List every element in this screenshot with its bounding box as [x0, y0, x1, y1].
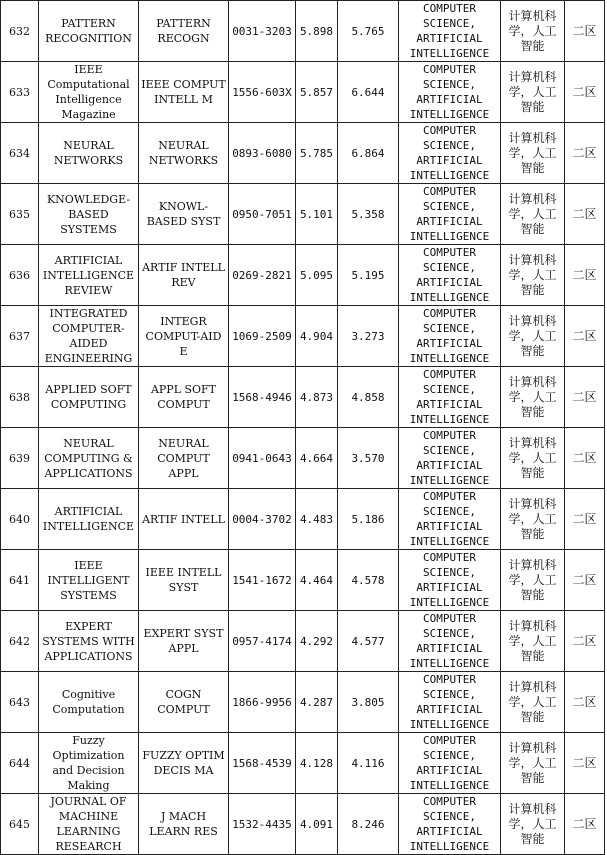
zone-label: 二区: [572, 572, 597, 587]
row-index-cell: [1, 489, 39, 550]
issn-cell: [229, 672, 296, 733]
row-index: 632: [9, 24, 30, 38]
table-row: [1, 1, 605, 62]
table-row: [1, 245, 605, 306]
journal-abbr-cell: [139, 794, 229, 855]
issn-cell: [229, 733, 296, 794]
issn: 0004-3702: [232, 512, 292, 526]
chinese-category-cell: [501, 489, 565, 550]
impact-factor-cell: [296, 367, 338, 428]
row-index: 636: [9, 268, 30, 282]
row-index: 643: [9, 695, 30, 709]
zone-label: 二区: [572, 816, 597, 831]
impact-factor-cell: [296, 123, 338, 184]
journal-title: ARTIFICIAL INTELLIGENCE REVIEW: [42, 253, 135, 297]
zone-cell: [565, 1, 605, 62]
impact-factor: 4.664: [299, 451, 334, 465]
impact-factor-cell: [296, 611, 338, 672]
row-index-cell: [1, 733, 39, 794]
journal-title-cell: [39, 123, 139, 184]
five-year-impact-factor: 4.858: [351, 390, 385, 404]
zone-label: 二区: [572, 84, 597, 99]
five-year-impact-factor: 4.116: [351, 756, 385, 770]
category: COMPUTER SCIENCE, ARTIFICIAL INTELLIGENCE: [409, 490, 490, 548]
journal-abbr-cell: [139, 184, 229, 245]
impact-factor: 5.898: [299, 24, 334, 38]
zone-cell: [565, 550, 605, 611]
zone-label: 二区: [572, 450, 597, 465]
journal-abbreviation: J MACH LEARN RES: [149, 810, 218, 838]
issn: 1556-603X: [232, 85, 292, 99]
issn-cell: [229, 611, 296, 672]
journal-title: Cognitive Computation: [52, 688, 125, 716]
row-index: 642: [9, 634, 30, 648]
category: COMPUTER SCIENCE, ARTIFICIAL INTELLIGENCE: [409, 124, 490, 182]
chinese-category: 计算机科学，人工智能: [508, 679, 557, 724]
zone-label: 二区: [572, 694, 597, 709]
five-year-impact-factor-cell: [338, 367, 399, 428]
journal-title-cell: [39, 611, 139, 672]
issn: 0950-7051: [232, 207, 292, 221]
zone-label: 二区: [572, 23, 597, 38]
row-index: 634: [9, 146, 30, 160]
zone-cell: [565, 611, 605, 672]
five-year-impact-factor: 5.358: [351, 207, 385, 221]
row-index: 635: [9, 207, 30, 221]
zone-label: 二区: [572, 145, 597, 160]
journal-abbreviation: KNOWL-BASED SYST: [146, 200, 221, 228]
table-row: [1, 611, 605, 672]
five-year-impact-factor: 6.864: [351, 146, 385, 160]
journal-title: IEEE INTELLIGENT SYSTEMS: [47, 558, 130, 602]
table-row: [1, 489, 605, 550]
impact-factor-cell: [296, 672, 338, 733]
row-index-cell: [1, 428, 39, 489]
category: COMPUTER SCIENCE, ARTIFICIAL INTELLIGENCE: [409, 673, 490, 731]
zone-cell: [565, 367, 605, 428]
row-index: 641: [9, 573, 30, 587]
journal-abbr-cell: [139, 62, 229, 123]
journal-title: JOURNAL OF MACHINE LEARNING RESEARCH: [50, 795, 127, 853]
impact-factor-cell: [296, 489, 338, 550]
category: COMPUTER SCIENCE, ARTIFICIAL INTELLIGENCE: [409, 63, 490, 121]
journal-title: NEURAL COMPUTING & APPLICATIONS: [44, 436, 133, 480]
chinese-category: 计算机科学，人工智能: [508, 557, 557, 602]
zone-label: 二区: [572, 511, 597, 526]
journal-abbr-cell: [139, 489, 229, 550]
zone-label: 二区: [572, 755, 597, 770]
category-cell: [399, 123, 501, 184]
journal-abbr-cell: [139, 550, 229, 611]
five-year-impact-factor: 3.805: [351, 695, 385, 709]
table-row: [1, 184, 605, 245]
issn-cell: [229, 1, 296, 62]
category: COMPUTER SCIENCE, ARTIFICIAL INTELLIGENCE: [409, 307, 490, 365]
table-row: [1, 794, 605, 855]
journal-abbreviation: IEEE INTELL SYST: [145, 566, 222, 594]
zone-cell: [565, 306, 605, 367]
five-year-impact-factor: 5.186: [351, 512, 385, 526]
five-year-impact-factor-cell: [338, 672, 399, 733]
issn: 0893-6080: [232, 146, 292, 160]
journal-abbr-cell: [139, 611, 229, 672]
five-year-impact-factor-cell: [338, 123, 399, 184]
impact-factor: 4.464: [299, 573, 334, 587]
five-year-impact-factor-cell: [338, 184, 399, 245]
chinese-category-cell: [501, 184, 565, 245]
journal-title-cell: [39, 1, 139, 62]
journal-title-cell: [39, 794, 139, 855]
journal-title-cell: [39, 245, 139, 306]
journal-abbreviation: ARTIF INTELL: [142, 512, 225, 526]
five-year-impact-factor-cell: [338, 428, 399, 489]
row-index: 638: [9, 390, 30, 404]
chinese-category: 计算机科学，人工智能: [508, 801, 557, 846]
five-year-impact-factor-cell: [338, 1, 399, 62]
chinese-category-cell: [501, 62, 565, 123]
category-cell: [399, 367, 501, 428]
table-body: [1, 1, 605, 855]
category-cell: [399, 794, 501, 855]
journal-abbr-cell: [139, 672, 229, 733]
issn-cell: [229, 245, 296, 306]
five-year-impact-factor: 5.195: [351, 268, 385, 282]
category: COMPUTER SCIENCE, ARTIFICIAL INTELLIGENCE: [409, 246, 490, 304]
chinese-category: 计算机科学，人工智能: [508, 130, 557, 175]
impact-factor: 5.101: [299, 207, 334, 221]
category: COMPUTER SCIENCE, ARTIFICIAL INTELLIGENCE: [409, 734, 490, 792]
chinese-category-cell: [501, 1, 565, 62]
five-year-impact-factor: 4.577: [351, 634, 385, 648]
issn-cell: [229, 184, 296, 245]
category: COMPUTER SCIENCE, ARTIFICIAL INTELLIGENCE: [409, 2, 490, 60]
row-index: 640: [9, 512, 30, 526]
journal-title: KNOWLEDGE-BASED SYSTEMS: [46, 192, 131, 236]
issn: 1532-4435: [232, 817, 292, 831]
journal-title-cell: [39, 733, 139, 794]
row-index: 633: [9, 85, 30, 99]
impact-factor-cell: [296, 794, 338, 855]
issn: 1568-4539: [232, 756, 292, 770]
five-year-impact-factor-cell: [338, 489, 399, 550]
chinese-category-cell: [501, 733, 565, 794]
impact-factor-cell: [296, 245, 338, 306]
category-cell: [399, 489, 501, 550]
category-cell: [399, 245, 501, 306]
chinese-category: 计算机科学，人工智能: [508, 374, 557, 419]
impact-factor-cell: [296, 1, 338, 62]
impact-factor-cell: [296, 733, 338, 794]
impact-factor: 5.857: [299, 85, 334, 99]
zone-cell: [565, 489, 605, 550]
issn: 0941-0643: [232, 451, 292, 465]
five-year-impact-factor: 6.644: [351, 85, 385, 99]
journal-abbreviation: APPL SOFT COMPUT: [150, 383, 217, 411]
issn-cell: [229, 306, 296, 367]
chinese-category: 计算机科学，人工智能: [508, 435, 557, 480]
table-row: [1, 550, 605, 611]
zone-label: 二区: [572, 206, 597, 221]
five-year-impact-factor: 5.765: [351, 24, 385, 38]
journal-title: INTEGRATED COMPUTER-AIDED ENGINEERING: [44, 307, 133, 365]
journal-abbreviation: PATTERN RECOGN: [156, 17, 211, 45]
five-year-impact-factor-cell: [338, 733, 399, 794]
journal-abbr-cell: [139, 123, 229, 184]
row-index-cell: [1, 367, 39, 428]
zone-label: 二区: [572, 389, 597, 404]
row-index-cell: [1, 245, 39, 306]
five-year-impact-factor: 3.273: [351, 329, 385, 343]
journal-title: ARTIFICIAL INTELLIGENCE: [42, 505, 135, 533]
issn-cell: [229, 367, 296, 428]
table-row: [1, 367, 605, 428]
issn: 1069-2509: [232, 329, 292, 343]
category-cell: [399, 184, 501, 245]
zone-cell: [565, 794, 605, 855]
chinese-category-cell: [501, 123, 565, 184]
category-cell: [399, 611, 501, 672]
chinese-category: 计算机科学，人工智能: [508, 313, 557, 358]
journal-title: PATTERN RECOGNITION: [45, 17, 132, 45]
category: COMPUTER SCIENCE, ARTIFICIAL INTELLIGENCE: [409, 612, 490, 670]
category: COMPUTER SCIENCE, ARTIFICIAL INTELLIGENCE: [409, 795, 490, 853]
chinese-category-cell: [501, 245, 565, 306]
category: COMPUTER SCIENCE, ARTIFICIAL INTELLIGENCE: [409, 429, 490, 487]
impact-factor: 4.287: [299, 695, 334, 709]
row-index-cell: [1, 672, 39, 733]
category: COMPUTER SCIENCE, ARTIFICIAL INTELLIGENCE: [409, 368, 490, 426]
chinese-category: 计算机科学，人工智能: [508, 191, 557, 236]
impact-factor-cell: [296, 550, 338, 611]
chinese-category-cell: [501, 306, 565, 367]
category-cell: [399, 733, 501, 794]
impact-factor: 5.785: [299, 146, 334, 160]
impact-factor-cell: [296, 306, 338, 367]
table-row: [1, 428, 605, 489]
issn: 1568-4946: [232, 390, 292, 404]
zone-cell: [565, 672, 605, 733]
issn-cell: [229, 62, 296, 123]
row-index-cell: [1, 62, 39, 123]
impact-factor: 4.292: [299, 634, 334, 648]
zone-cell: [565, 123, 605, 184]
five-year-impact-factor-cell: [338, 794, 399, 855]
impact-factor: 5.095: [299, 268, 334, 282]
table-row: [1, 672, 605, 733]
issn: 0269-2821: [232, 268, 292, 282]
five-year-impact-factor-cell: [338, 306, 399, 367]
issn: 1866-9956: [232, 695, 292, 709]
zone-cell: [565, 62, 605, 123]
chinese-category: 计算机科学，人工智能: [508, 8, 557, 53]
journal-abbr-cell: [139, 367, 229, 428]
issn: 0957-4174: [232, 634, 292, 648]
zone-cell: [565, 733, 605, 794]
row-index-cell: [1, 794, 39, 855]
chinese-category-cell: [501, 550, 565, 611]
zone-label: 二区: [572, 633, 597, 648]
row-index-cell: [1, 550, 39, 611]
zone-cell: [565, 245, 605, 306]
row-index-cell: [1, 123, 39, 184]
journal-title-cell: [39, 489, 139, 550]
row-index-cell: [1, 611, 39, 672]
row-index: 637: [9, 329, 30, 343]
journal-abbreviation: FUZZY OPTIM DECIS MA: [142, 749, 225, 777]
chinese-category: 计算机科学，人工智能: [508, 496, 557, 541]
impact-factor: 4.483: [299, 512, 334, 526]
chinese-category-cell: [501, 672, 565, 733]
five-year-impact-factor: 3.570: [351, 451, 385, 465]
journal-abbreviation: COGN COMPUT: [157, 688, 210, 716]
journal-title-cell: [39, 550, 139, 611]
category-cell: [399, 550, 501, 611]
row-index-cell: [1, 184, 39, 245]
five-year-impact-factor-cell: [338, 62, 399, 123]
five-year-impact-factor-cell: [338, 611, 399, 672]
issn: 1541-1672: [232, 573, 292, 587]
zone-cell: [565, 184, 605, 245]
chinese-category: 计算机科学，人工智能: [508, 69, 557, 114]
journal-title-cell: [39, 672, 139, 733]
chinese-category-cell: [501, 611, 565, 672]
category: COMPUTER SCIENCE, ARTIFICIAL INTELLIGENCE: [409, 551, 490, 609]
journal-abbr-cell: [139, 1, 229, 62]
category: COMPUTER SCIENCE, ARTIFICIAL INTELLIGENCE: [409, 185, 490, 243]
five-year-impact-factor-cell: [338, 550, 399, 611]
table-row: [1, 123, 605, 184]
impact-factor: 4.091: [299, 817, 334, 831]
issn-cell: [229, 794, 296, 855]
impact-factor-cell: [296, 184, 338, 245]
journal-title-cell: [39, 184, 139, 245]
impact-factor: 4.904: [299, 329, 334, 343]
journal-abbreviation: EXPERT SYST APPL: [143, 627, 224, 655]
issn: 0031-3203: [232, 24, 292, 38]
row-index-cell: [1, 306, 39, 367]
category-cell: [399, 62, 501, 123]
chinese-category: 计算机科学，人工智能: [508, 618, 557, 663]
row-index: 639: [9, 451, 30, 465]
journal-title: APPLIED SOFT COMPUTING: [45, 383, 132, 411]
row-index: 644: [9, 756, 30, 770]
chinese-category-cell: [501, 367, 565, 428]
impact-factor: 4.873: [299, 390, 334, 404]
journal-abbreviation: IEEE COMPUT INTELL M: [141, 78, 226, 106]
journal-abbreviation: NEURAL NETWORKS: [148, 139, 219, 167]
journal-title: IEEE Computational Intelligence Magazine: [47, 63, 130, 121]
journal-title-cell: [39, 428, 139, 489]
issn-cell: [229, 123, 296, 184]
zone-label: 二区: [572, 328, 597, 343]
zone-cell: [565, 428, 605, 489]
journal-title-cell: [39, 367, 139, 428]
journal-title: EXPERT SYSTEMS WITH APPLICATIONS: [42, 619, 135, 663]
chinese-category-cell: [501, 428, 565, 489]
journal-title-cell: [39, 62, 139, 123]
issn-cell: [229, 489, 296, 550]
five-year-impact-factor: 8.246: [351, 817, 385, 831]
journal-abbreviation: INTEGR COMPUT-AID E: [145, 314, 222, 358]
journal-title: Fuzzy Optimization and Decision Making: [52, 734, 125, 792]
impact-factor: 4.128: [299, 756, 334, 770]
category-cell: [399, 306, 501, 367]
issn-cell: [229, 550, 296, 611]
five-year-impact-factor-cell: [338, 245, 399, 306]
chinese-category: 计算机科学，人工智能: [508, 740, 557, 785]
journal-abbr-cell: [139, 733, 229, 794]
category-cell: [399, 1, 501, 62]
journal-title-cell: [39, 306, 139, 367]
journal-abbr-cell: [139, 428, 229, 489]
journal-abbr-cell: [139, 245, 229, 306]
table-row: [1, 733, 605, 794]
journal-abbr-cell: [139, 306, 229, 367]
category-cell: [399, 672, 501, 733]
category-cell: [399, 428, 501, 489]
impact-factor-cell: [296, 62, 338, 123]
journal-abbreviation: ARTIF INTELL REV: [142, 261, 225, 289]
five-year-impact-factor: 4.578: [351, 573, 385, 587]
chinese-category: 计算机科学，人工智能: [508, 252, 557, 297]
table-row: [1, 306, 605, 367]
chinese-category-cell: [501, 794, 565, 855]
issn-cell: [229, 428, 296, 489]
zone-label: 二区: [572, 267, 597, 282]
journal-title: NEURAL NETWORKS: [53, 139, 124, 167]
row-index-cell: [1, 1, 39, 62]
journal-abbreviation: NEURAL COMPUT APPL: [157, 436, 210, 480]
table-row: [1, 62, 605, 123]
impact-factor-cell: [296, 428, 338, 489]
row-index: 645: [9, 817, 30, 831]
